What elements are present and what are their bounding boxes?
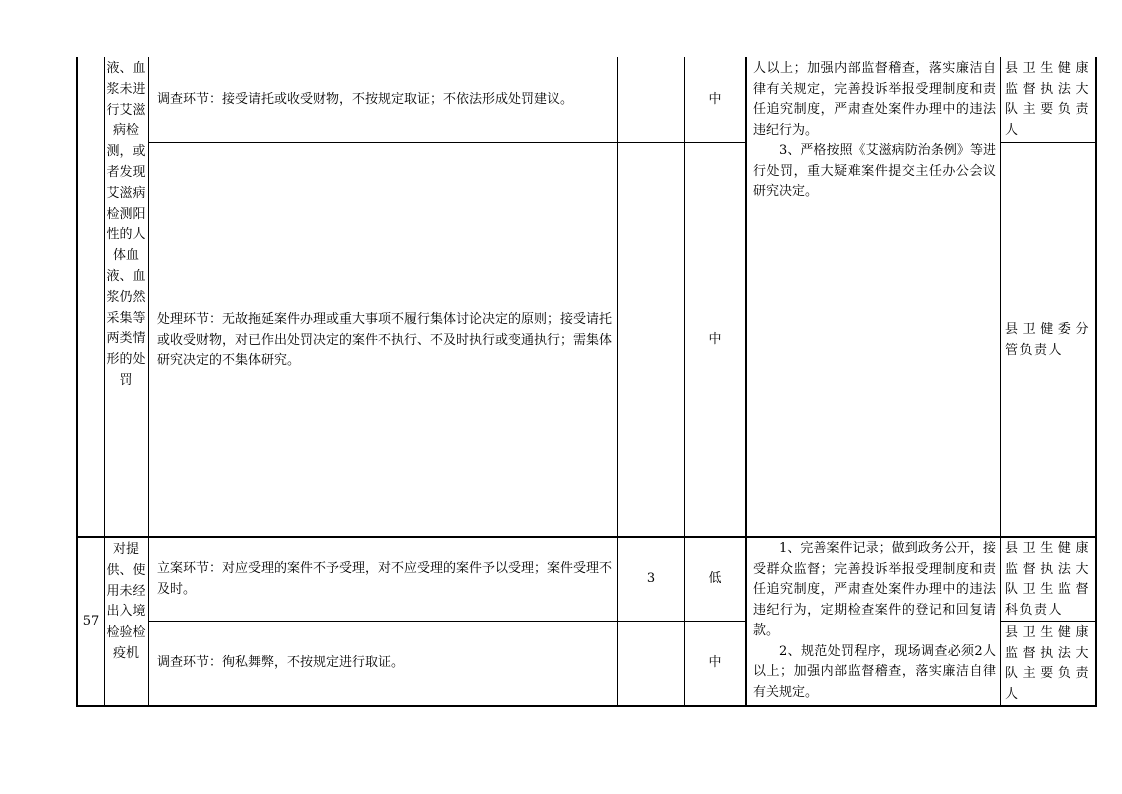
stage-description: 立案环节：对应受理的案件不予受理，对不应受理的案件予以受理；案件受理不及时。	[157, 561, 613, 597]
grid-line	[76, 705, 1097, 707]
risk-level: 中	[708, 92, 722, 107]
measure-item: 2、规范处罚程序，现场调查必须2人以上；加强内部监督稽查，落实廉洁自律有关规定。	[753, 643, 996, 700]
grid-line	[76, 57, 78, 707]
prevention-measures	[753, 59, 996, 203]
item-cell: 液、血浆未进行艾滋病检测，或者发现艾滋病检测阳性的人体血液、血浆仍然采集等两类情形的处罚	[106, 61, 146, 388]
measure-item: 1、完善案件记录；做到政务公开，接受群众监督；完善投诉举报受理制度和责任追究制度，严肃查处案件办理中的违法违纪行为，定期检查案件的登记和回复请款。	[753, 541, 996, 638]
grid-line	[1000, 57, 1001, 707]
grid-line	[745, 57, 747, 707]
grid-line	[684, 57, 685, 707]
row-number: 57	[82, 614, 100, 629]
prevention-measures	[753, 539, 996, 703]
item-cell: 对提供、使用未经出入境检验检疫机	[106, 542, 146, 661]
grid-line	[104, 57, 105, 707]
grid-line	[1000, 621, 1096, 622]
grid-line	[617, 57, 618, 707]
risk-level: 低	[708, 571, 722, 586]
grid-line	[1095, 57, 1097, 707]
score: 3	[646, 571, 656, 586]
grid-line	[1000, 142, 1096, 143]
grid-line	[76, 536, 1097, 538]
responsible-person: 县卫健委分管负责人	[1005, 322, 1090, 358]
responsible-person: 县卫生健康监督执法大队卫生监督科负责人	[1005, 541, 1090, 618]
grid-line	[148, 57, 149, 707]
risk-level: 中	[708, 655, 722, 670]
responsible-person: 县卫生健康监督执法大队主要负责人	[1005, 625, 1090, 702]
measure-item: 人以上；加强内部监督稽查，落实廉洁自律有关规定，完善投诉举报受理制度和责任追究制度，严肃查处案件办理中的违法违纪行为。	[753, 61, 996, 138]
grid-line	[148, 142, 746, 143]
stage-description: 处理环节：无故拖延案件办理或重大事项不履行集体讨论决定的原则；接受请托或收受财物，对已作出处罚决定的案件不执行、不及时执行或变通执行；需集体研究决定的不集体研究。	[157, 312, 613, 368]
responsible-person: 县卫生健康监督执法大队主要负责人	[1005, 61, 1090, 138]
stage-description: 调查环节：徇私舞弊，不按规定进行取证。	[157, 655, 405, 670]
risk-level: 中	[708, 332, 722, 347]
stage-description: 调查环节：接受请托或收受财物，不按规定取证；不依法形成处罚建议。	[157, 92, 574, 107]
measure-item: 3、严格按照《艾滋病防治条例》等进行处罚，重大疑难案件提交主任办公会议研究决定。	[753, 143, 996, 199]
grid-line	[148, 621, 746, 622]
